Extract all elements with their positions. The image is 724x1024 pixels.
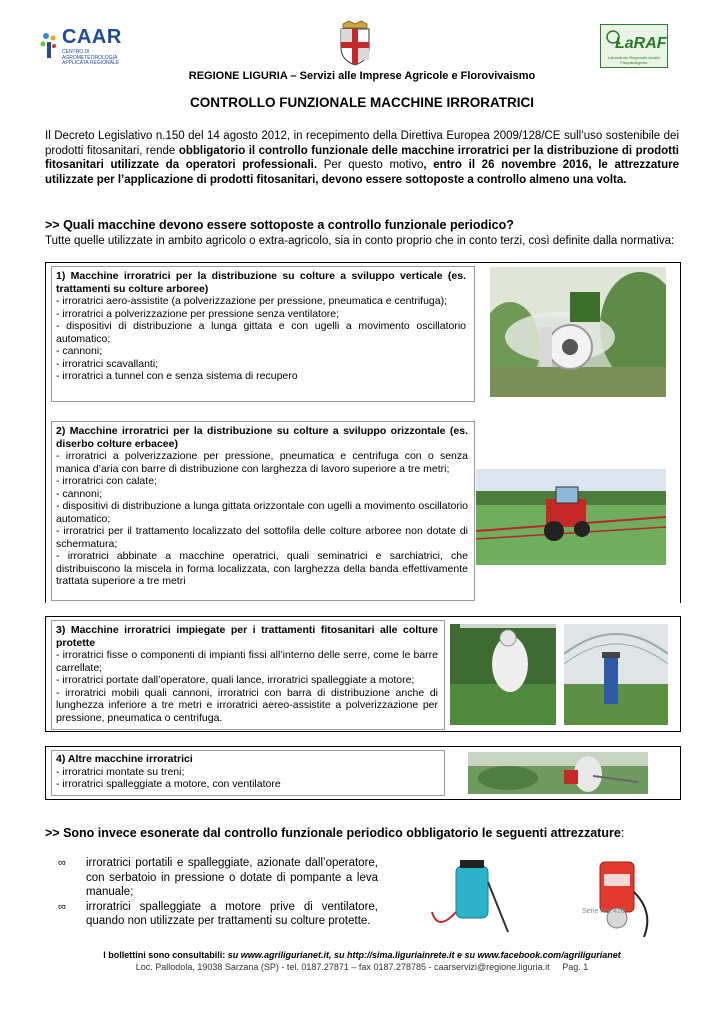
category-2 — [56, 425, 468, 588]
field-sprayer-photo — [476, 469, 666, 565]
category-1-title: 1) Macchine irroratrici per la distribuzione su colture a sviluppo verticale (es. trattamenti su colture arboree) — [56, 270, 466, 295]
category-1-item: - irroratrici a tunnel con e senza sistema di recupero — [56, 370, 298, 382]
category-3-item: - irroratrici mobili quali cannoni, irroratrici con barra di distribuzione anche di lunghezza inferiore a tre metri e irroratrici aereo-assistite a polverizzazione per pressione, pneumatica o centrifuga. — [56, 686, 438, 724]
coat-of-arms-icon — [337, 20, 373, 66]
caar-logo-sub: CENTRO DI AGROMETEOROLOGIA APPLICATA REGIONALE — [62, 49, 120, 66]
question-1-text: Tutte quelle utilizzate in ambito agricolo o extra-agricolo, sia in conto proprio che in conto terzi, così definite dalla normativa: — [45, 235, 675, 247]
intro-bold-2: , entro il 26 novembre 2016, le attrezzature utilizzate per l’applicazione di prodotti fitosanitari, devono essere sottoposte a controllo almeno una volta. — [45, 159, 680, 186]
infinity-bullet-icon: ∞ — [58, 857, 66, 869]
caar-mark-icon — [38, 30, 60, 60]
orchard-sprayer-photo — [490, 267, 666, 397]
liguria-coat-of-arms — [337, 20, 373, 66]
manual-backpack-sprayer-photo — [428, 852, 518, 942]
infinity-bullet-icon: ∞ — [58, 900, 66, 913]
category-2-item: - cannoni; — [56, 487, 103, 500]
category-4 — [56, 753, 438, 791]
backpack-sprayer-operator-photo — [468, 752, 648, 794]
category-1-item: - irroratrici aero-assistite (a polverizzazione per pressione, pneumatica e centrifuga); — [56, 295, 448, 307]
category-2-item: - dispositivi di distribuzione a lunga gittata orizzontale con ugelli a movimento oscillatorio automatico; — [56, 500, 468, 525]
question-2-heading — [45, 826, 695, 840]
laraf-logo-sub: Laboratorio Regionale Analisi Fitopatologiche — [607, 55, 661, 65]
category-1 — [56, 270, 466, 383]
photo-caption: Serie No. 410 — [582, 908, 625, 915]
region-line: REGIONE LIGURIA – Servizi alle Imprese Agricole e Florovivaismo — [188, 70, 536, 82]
category-2-item: - irroratrici abbinate a macchine operatrici, quali seminatrici e sarchiatrici, che distribuiscono la miscela in forma localizzata, con larghezza della banda effettivamente trattata superiore a tre metri — [56, 550, 468, 587]
intro-text-1: Il Decreto Legislativo n.150 del 14 agosto 2012, in recepimento della Direttiva Europea 2009/128/CE sull’uso sostenibile dei prodotti fitosanitari, rende — [45, 130, 679, 157]
greenhouse-operator-photo — [450, 624, 556, 725]
caar-logo-name: CAAR — [62, 26, 122, 48]
category-4-title: 4) Altre macchine irroratrici — [56, 753, 193, 765]
question-2-colon: : — [620, 826, 625, 840]
exempt-item-text: irroratrici spalleggiate a motore prive di ventilatore, quando non utilizzate per trattamenti su colture protette. — [86, 900, 378, 927]
laraf-logo — [600, 24, 668, 68]
exempt-list — [58, 856, 378, 929]
category-1-item: - cannoni; — [56, 345, 103, 357]
category-4-item: - irroratrici montate su treni; — [56, 765, 185, 778]
greenhouse-boom-photo — [564, 624, 668, 725]
category-1-item: - irroratrici scavallanti; — [56, 357, 159, 370]
list-item — [58, 900, 378, 929]
exempt-item-text: irroratrici portatili e spalleggiate, azionate dall’operatore, con serbatoio in pressione o dotate di pompante a leva manuale; — [86, 857, 378, 898]
category-3 — [56, 624, 438, 724]
list-item — [58, 856, 378, 900]
intro-paragraph — [45, 129, 679, 187]
category-1-item: - irroratrici a polverizzazione per pressione senza ventilatore; — [56, 307, 340, 320]
motorized-backpack-sprayer-photo — [574, 852, 664, 942]
category-2-title: 2) Macchine irroratrici per la distribuzione su colture a sviluppo orizzontale (es. diserbo colture erbacee) — [56, 425, 468, 450]
footer-address — [0, 962, 724, 972]
category-1-item: - dispositivi di distribuzione a lunga gittata e con ugelli a movimento oscillatorio automatico; — [56, 320, 466, 345]
category-3-item: - irroratrici fisse o componenti di impianti fissi all’interno delle serre, come le barre carrellate; — [56, 649, 438, 674]
question-2-heading-text: >> Sono invece esonerate dal controllo funzionale periodico obbligatorio le seguenti attrezzature — [45, 826, 621, 840]
page-title: CONTROLLO FUNZIONALE MACCHINE IRRORATRICI — [190, 95, 534, 110]
intro-text-2: Per questo motivo — [317, 159, 424, 171]
category-3-item: - irroratrici portate dall’operatore, quali lance, irroratrici spalleggiate a motore; — [56, 674, 415, 686]
page-number: Pag. 1 — [562, 962, 589, 972]
footer-urls[interactable]: su www.agriligurianet.it, su http://sima.liguriainrete.it e su www.facebook.com/agriligurianet — [225, 950, 621, 960]
footer-label: I bollettini sono consultabili: — [103, 950, 226, 960]
category-2-item: - irroratrici con calate; — [56, 475, 157, 487]
category-2-item: - irroratrici per il trattamento localizzato del sottofila delle colture arboree non dotate di schermatura; — [56, 525, 468, 550]
category-2-item: - irroratrici a polverizzazione per pressione, pneumatica e centrifuga con o senza manica d’aria con barre di distribuzione con larghezza di lavoro superiore a tre metri; — [56, 450, 468, 475]
question-1-heading: >> Quali macchine devono essere sottoposte a controllo funzionale periodico? — [45, 218, 514, 232]
footer-links — [0, 950, 724, 960]
caar-logo — [38, 20, 120, 68]
category-4-item: - irroratrici spalleggiate a motore, con ventilatore — [56, 778, 281, 790]
category-3-title: 3) Macchine irroratrici impiegate per i trattamenti fitosanitari alle colture protette — [56, 624, 438, 649]
footer-contact: Loc. Pallodola, 19038 Sarzana (SP) - tel. 0187.27871 – fax 0187.278785 - caarservizi@regione.liguria.it — [135, 962, 550, 972]
laraf-logo-name: LaRAF — [615, 35, 667, 52]
intro-bold-1: obbligatorio il controllo funzionale delle macchine irroratrici per la distribuzione di prodotti fitosanitari utilizzate da operatori professionali. — [45, 144, 679, 171]
